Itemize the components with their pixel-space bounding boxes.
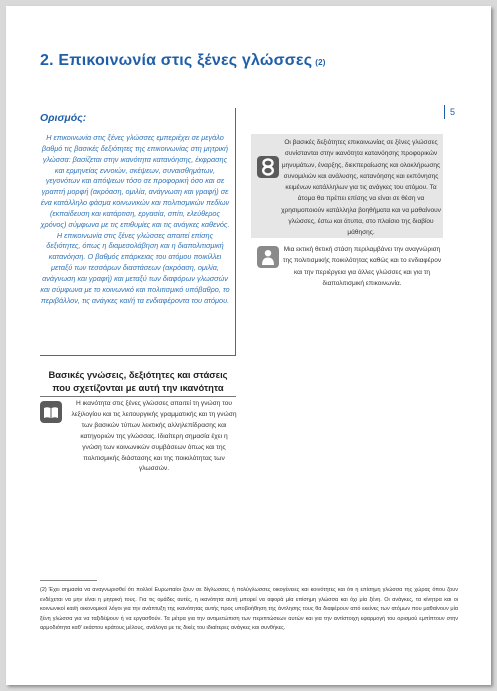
infinity-icon <box>257 156 279 178</box>
knowledge-section-heading: Βασικές γνώσεις, δεξιότητες και στάσεις που σχετίζονται με αυτή την ικανότητα <box>48 369 228 393</box>
page-number: 5 <box>444 105 464 119</box>
document-page <box>6 6 491 685</box>
attitude-text: Μια εκτική θετική στάση περιλαμβάνει την αναγνώριση της πολιτισμικής ποικιλότητας καθώς και το ενδιαφέρον και την περιέργεια για άλλες γλώσσες και για τη διαπολιτισμική επικοινωνία. <box>282 246 442 287</box>
page-title <box>40 52 326 70</box>
section-divider <box>40 396 236 397</box>
skills-text: Οι βασικές δεξιότητες επικοινωνίας σε ξένες γλώσσες συνίστανται στην ικανότητα κατανόησης προφορικών μηνυμάτων, έναρξης, διεκπεραίωσης και ολοκλήρωσης συνομιλιών και ανάλυσης, κατανόησης και εκπόνησης κειμένων κατάλληλων για τις ανάγκες του ατόμου. Τα άτομα θα πρέπει επίσης να είναι σε θέση να χρησιμοποιούν κατάλληλα βοηθήματα και να μαθαίνουν γλώσσες, έστω και άτυπα, στο πλαίσιο της διαβίου μάθησης. <box>281 139 441 237</box>
definition-text: Η επικοινωνία στις ξένες γλώσσες εμπεριέχει σε μεγάλο βαθμό τις βασικές δεξιότητες της επικοινωνίας στη μητρική γλώσσα: βασίζεται στην ικανότητα κατανόησης, έκφρασης και ερμηνείας εννοιών, σκέψεων, συναισθημάτων, γεγονότων και απόψεων τόσο σε προφορική όσο και σε γραπτή μορφή (ακρόαση, ομιλία, ανάγνωση και γραφή) σε ένα κατάλληλο φάσμα κοινωνικών και πολιτισμικών πεδίων (εκπαίδευση και κατάρτιση, εργασία, σπίτι, ελεύθερος χρόνος) σύμφωνα με τις επιθυμίες και τις ανάγκες καθενός. Η επικοινωνία στις ξένες γλώσσες απαιτεί επίσης δεξιότητες, όπως η διαμεσολάβηση και η διαπολιτισμική κατανόηση. Ο βαθμός επάρκειας του ατόμου ποικίλλει μεταξύ των τεσσάρων διαστάσεων (ακρόαση, ομιλία, ανάγνωση και γραφή) και μεταξύ των διαφόρων γλωσσών και σύμφωνα με το κοινωνικό και πολιτισμικό υπόβαθρο, το περιβάλλον, τις ανάγκες και/ή τα ενδιαφέροντα του ατόμου. <box>40 133 230 305</box>
book-icon <box>40 401 62 423</box>
title-footnote-ref: (2) <box>315 58 326 67</box>
page-title-text: 2. Επικοινωνία στις ξένες γλώσσες <box>40 52 313 69</box>
definition-heading: Ορισμός: <box>40 112 87 124</box>
knowledge-text: Η ικανότητα στις ξένες γλώσσες απαιτεί τη γνώση του λεξιλογίου και τις λειτουργικής γραμματικής και τη γνώση των βασικών τύπων λεκτικής αλληλεπίδρασης και κατηγοριών της γλώσσας. Ιδιαίτερη σημασία έχει η γνώση των κοινωνικών συμβάσεων όπως και της πολιτισμικής διάστασης και της ποικιλότητας των γλωσσών. <box>71 400 237 473</box>
person-icon <box>257 246 279 268</box>
footnote-divider <box>40 580 97 581</box>
footnote-text: (2) Έχει σημασία να αναγνωρισθεί ότι πολλοί Ευρωπαίοι ζουν σε δίγλωσσες ή πολύγλωσσες οικογένειες και κοινότητες και ότι η επίσημη γλώσσα της χώρας όπου ζουν ενδέχεται να μην είναι η μητρική τους. Για τις ομάδες αυτές, η ικανότητα αυτή μπορεί να αφορά μία επίσημη γλώσσα και όχι μία ξένη. Οι ανάγκες, τα κίνητρα και οι κοινωνικοί και/ή οικονομικοί λόγοι για την ανάπτυξη της ικανότητας αυτής προς υποβοήθηση της άντλησης τους θα διαφέρουν από εκείνες των ατόμων που μαθαίνουν μία ξένη γλώσσα για να ταξιδέψουν ή να εργασθούν. Τα μέτρα για την αντιμετώπιση των περιπτώσεων αυτών και για την αντίστοιχη εφαρμογή του ορισμού εμπίπτουν στην αρμοδιότητα καθ' εκάστου κράτους μέλους, ανάλογα με τις δικές του ιδιαίτερες ανάγκες και συνθήκες. <box>40 587 458 632</box>
